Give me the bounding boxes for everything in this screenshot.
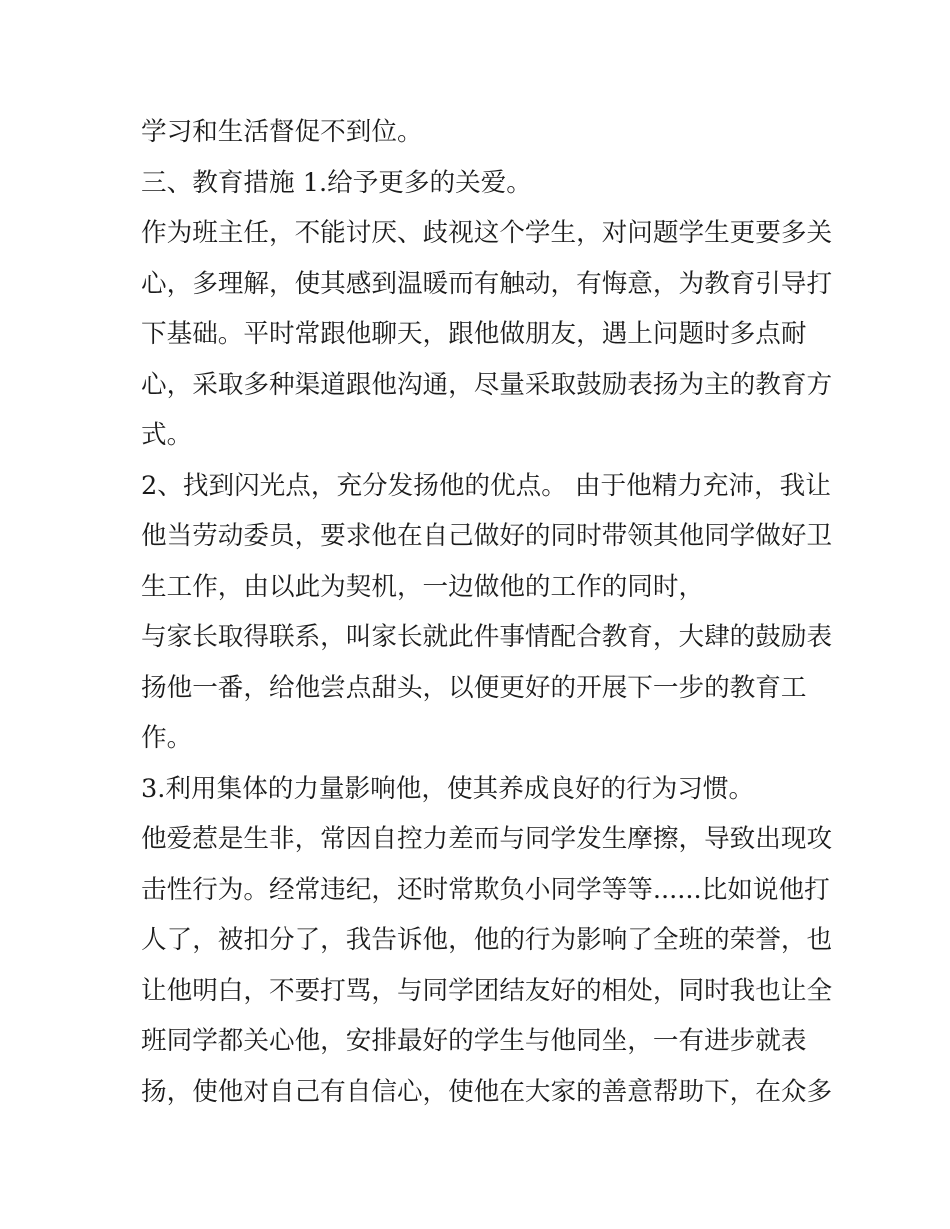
text-line: 扬他一番，给他尝点甜头，以便更好的开展下一步的教育工 xyxy=(141,672,807,703)
text-line: 他当劳动委员，要求他在自己做好的同时带领其他同学做好卫 xyxy=(141,521,833,551)
text-line: 与家长取得联系，叫家长就此件事情配合教育，大肆的鼓励表 xyxy=(141,622,833,652)
text-line: 生工作，由以此为契机，一边做他的工作的同时， xyxy=(141,571,705,602)
text-line: 扬，使他对自己有自信心，使他在大家的善意帮助下，在众多 xyxy=(141,1076,833,1107)
text-line: 人了，被扣分了，我告诉他，他的行为影响了全班的荣誉，也 xyxy=(141,925,833,955)
text-line: 学习和生活督促不到位。 xyxy=(141,117,423,147)
text-line: 他爱惹是生非，常因自控力差而与同学发生摩擦，导致出现攻 xyxy=(141,824,833,854)
text-line: 心，采取多种渠道跟他沟通，尽量采取鼓励表扬为主的教育方 xyxy=(141,369,833,400)
text-line: 式。 xyxy=(141,420,193,450)
section-heading-measures: 三、教育措施 1.给予更多的关爱。 xyxy=(141,167,532,198)
text-line: 心，多理解，使其感到温暖而有触动，有悔意，为教育引导打 xyxy=(141,268,833,299)
text-line: 作。 xyxy=(141,723,193,753)
text-line: 下基础。平时常跟他聊天，跟他做朋友，遇上问题时多点耐 xyxy=(141,319,807,349)
document-body xyxy=(141,107,833,1117)
text-line: 班同学都关心他，安排最好的学生与他同坐，一有进步就表 xyxy=(141,1026,807,1056)
text-line: 作为班主任，不能讨厌、歧视这个学生，对问题学生更要多关 xyxy=(141,218,833,248)
text-line: 击性行为。经常违纪，还时常欺负小同学等等......比如说他打 xyxy=(141,874,830,905)
text-line: 让他明白，不要打骂，与同学团结友好的相处，同时我也让全 xyxy=(141,975,833,1006)
subheading-point-3: 3.利用集体的力量影响他，使其养成良好的行为习惯。 xyxy=(141,773,755,804)
subheading-point-2: 2、找到闪光点，充分发扬他的优点。 由于他精力充沛，我让 xyxy=(141,470,831,501)
